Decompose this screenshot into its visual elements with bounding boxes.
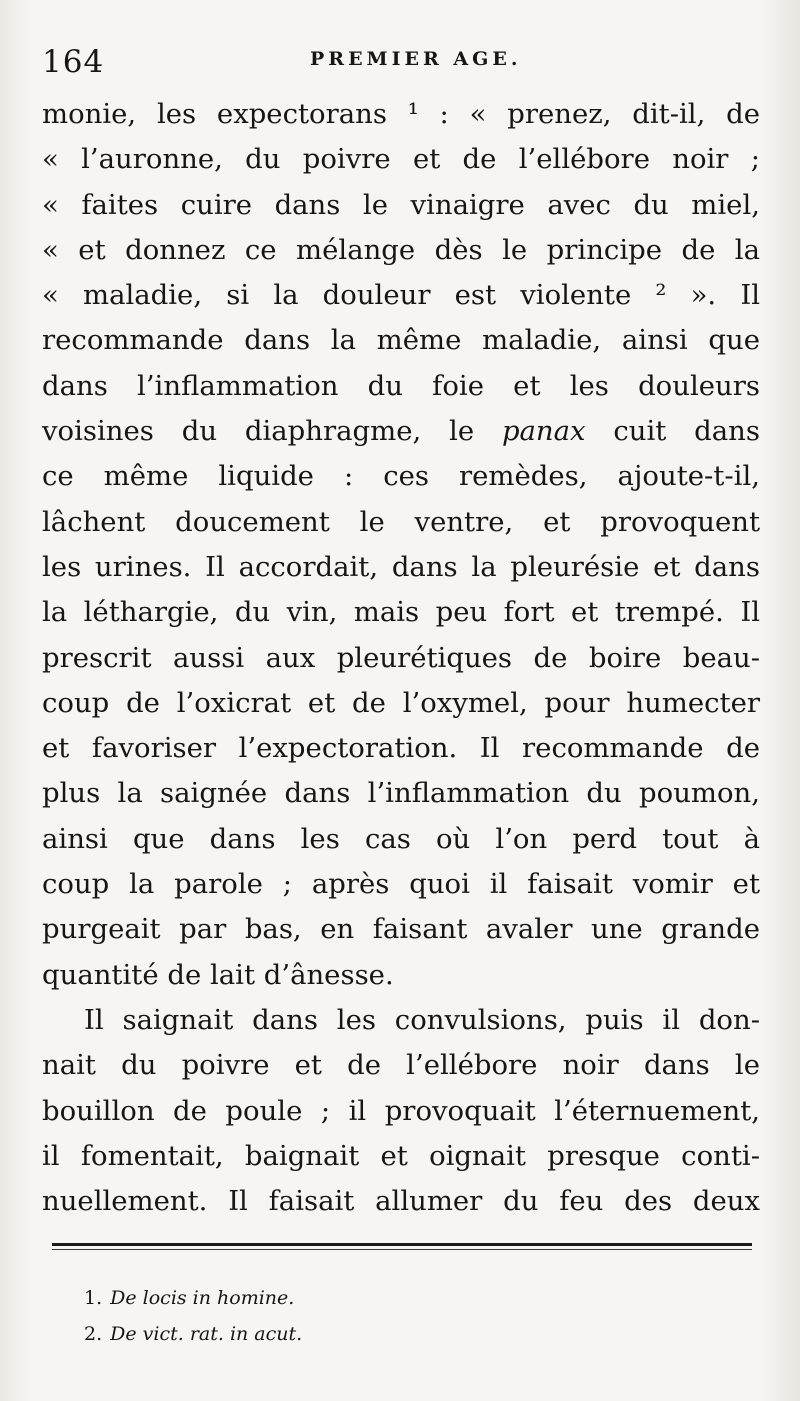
footnote-number: 2. <box>84 1323 103 1345</box>
footnote <box>84 1280 684 1316</box>
text-line: ce même liquide : ces remèdes, ajoute-t-il, <box>42 460 760 493</box>
text-line: recommande dans la même maladie, ainsi que <box>42 324 760 357</box>
footnote-rule-thin <box>52 1249 752 1250</box>
page-number: 164 <box>42 44 105 80</box>
text-line: la léthargie, du vin, mais peu fort et trempé. Il <box>42 596 760 629</box>
page-header <box>42 44 762 84</box>
text-line: les urines. Il accordait, dans la pleurésie et dans <box>42 550 760 583</box>
text-line: coup la parole ; après quoi il faisait vomir et <box>42 868 760 901</box>
text-line: lâchent doucement le ventre, et provoquent <box>42 505 760 538</box>
text-line: nait du poivre et de l’ellébore noir dans le <box>42 1049 760 1082</box>
footnote-number: 1. <box>84 1287 103 1309</box>
text-line: bouillon de poule ; il provoquait l’éternuement, <box>42 1094 760 1127</box>
text-line: et favoriser l’expectoration. Il recommande de <box>42 732 760 765</box>
text-line: voisines du diaphragme, le panax cuit dans <box>42 415 760 448</box>
footnote-text: De locis in homine. <box>110 1287 295 1309</box>
body-text <box>42 92 760 1224</box>
footnote <box>84 1316 684 1352</box>
text-line: Il saignait dans les convulsions, puis il don- <box>84 1003 760 1036</box>
text-line: plus la saignée dans l’inflammation du poumon, <box>42 777 760 810</box>
text-line: ainsi que dans les cas où l’on perd tout à <box>42 822 760 855</box>
text-line: « et donnez ce mélange dès le principe de la <box>42 233 760 266</box>
text-line: nuellement. Il faisait allumer du feu des deux <box>42 1185 760 1218</box>
footnotes <box>84 1280 684 1352</box>
text-line: « maladie, si la douleur est violente ² ». Il <box>42 279 760 312</box>
text-line: il fomentait, baignait et oignait presque conti- <box>42 1139 760 1172</box>
running-head: PREMIER AGE. <box>310 48 522 70</box>
text-line: dans l’inflammation du foie et les douleurs <box>42 369 760 402</box>
text-line: quantité de lait d’ânesse. <box>42 958 394 991</box>
footnote-rule <box>52 1243 752 1246</box>
text-line: monie, les expectorans ¹ : « prenez, dit-il, de <box>42 98 760 130</box>
text-line: « faites cuire dans le vinaigre avec du miel, <box>42 188 760 221</box>
text-line: prescrit aussi aux pleurétiques de boire beau- <box>42 641 760 674</box>
text-line: coup de l’oxicrat et de l’oxymel, pour humecter <box>42 686 760 719</box>
text-line: purgeait par bas, en faisant avaler une grande <box>42 913 760 946</box>
footnote-text: De vict. rat. in acut. <box>110 1323 303 1345</box>
text-line: « l’auronne, du poivre et de l’ellébore noir ; <box>42 143 760 176</box>
